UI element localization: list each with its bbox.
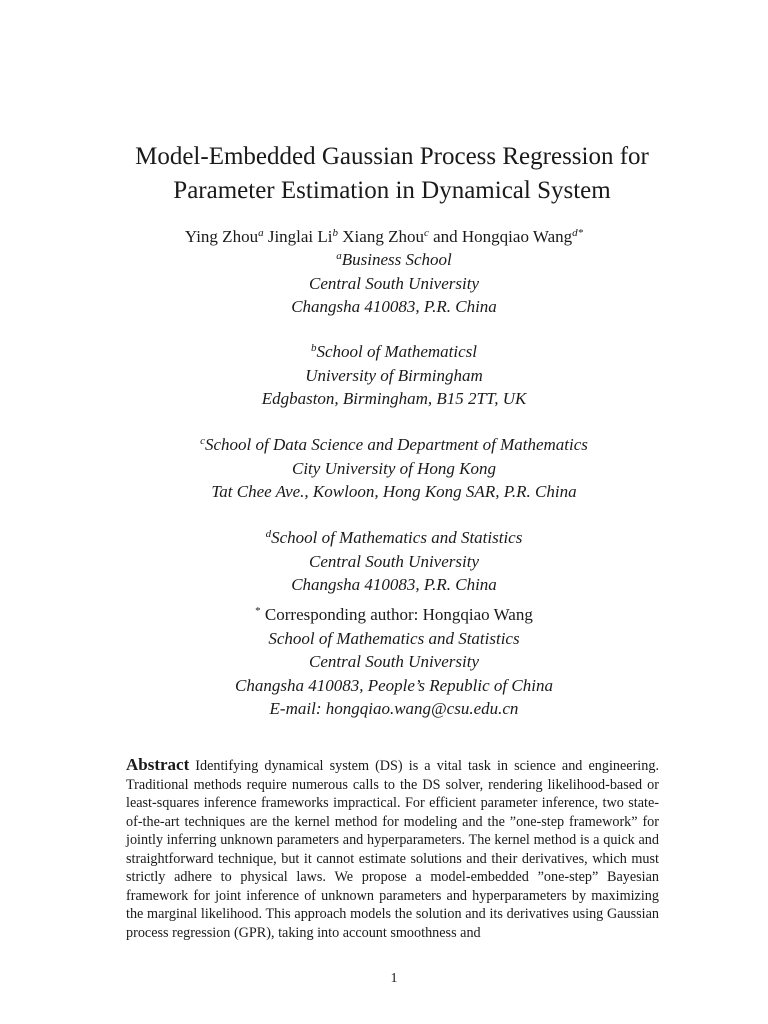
author-mark: d*: [572, 227, 584, 239]
title-line-1: Model-Embedded Gaussian Process Regression for: [135, 143, 649, 170]
affiliation-line: School of Mathematics and Statistics: [271, 528, 523, 547]
page-number: 1: [390, 971, 398, 986]
affiliation-line: City University of Hong Kong: [292, 458, 496, 478]
affiliation-d: [0, 526, 768, 597]
corresponding-mark: *: [255, 605, 261, 617]
affiliation-line: Changsha 410083, P.R. China: [291, 575, 497, 594]
affiliation-b: [0, 340, 768, 411]
author-mark: a: [258, 227, 264, 239]
author-list: [0, 225, 768, 248]
affiliation-line: Edgbaston, Birmingham, B15 2TT, UK: [261, 389, 527, 408]
affiliation-mark: a: [336, 250, 342, 262]
author-name: Hongqiao Wang: [461, 227, 573, 246]
paper-title: [0, 140, 768, 208]
author-connector: and: [433, 227, 458, 246]
affiliation-a: [0, 248, 768, 319]
abstract: [126, 756, 659, 942]
corresponding-label: Corresponding author: Hongqiao Wang: [264, 605, 533, 624]
corresponding-email[interactable]: E-mail: hongqiao.wang@csu.edu.cn: [269, 699, 519, 718]
affiliation-line: Tat Chee Ave., Kowloon, Hong Kong SAR, P.R. China: [211, 482, 577, 501]
corresponding-author-block: [0, 603, 768, 721]
abstract-heading: Abstract: [126, 755, 190, 774]
author-mark: c: [423, 227, 429, 239]
corresponding-line: School of Mathematics and Statistics: [268, 628, 520, 648]
author-mark: b: [332, 227, 339, 239]
corresponding-line: Central South University: [309, 652, 479, 671]
affiliation-mark: b: [310, 342, 317, 354]
affiliation-c: [0, 433, 768, 504]
affiliation-line: Central South University: [309, 551, 479, 571]
author-name: Ying Zhou: [184, 227, 259, 246]
title-line-2: Parameter Estimation in Dynamical System: [173, 177, 611, 204]
affiliation-line: University of Birmingham: [305, 365, 483, 385]
corresponding-line: Changsha 410083, People’s Republic of China: [235, 675, 553, 695]
affiliation-mark: c: [200, 435, 205, 447]
affiliation-line: Changsha 410083, P.R. China: [291, 297, 497, 316]
author-name: Xiang Zhou: [342, 227, 424, 246]
affiliation-mark: d: [265, 528, 272, 540]
author-name: Jinglai Li: [267, 227, 333, 246]
abstract-text: Identifying dynamical system (DS) is a vital task in science and engineering. Traditional methods require numerous calls to the DS solver, rendering likelihood-based or least-squares inference frameworks impractical. For efficient parameter inference, two state-of-the-art techniques are the kernel method for modeling and the ”one-step framework” for jointly inferring unknown parameters and hyperparameters. The kernel method is a quick and straightforward technique, but it cannot estimate solutions and their derivatives, which must strictly adhere to physical laws. We propose a model-embedded ”one-step” Bayesian framework for joint inference of unknown parameters and hyperparameters by maximizing the marginal likelihood. This approach models the solution and its derivatives using Gaussian process regression (GPR), taking into account smoothness and: [126, 758, 659, 941]
affiliation-line: Central South University: [309, 273, 479, 293]
affiliation-line: School of Data Science and Department of Mathematics: [205, 435, 588, 454]
affiliation-line: School of Mathematicsl: [316, 342, 478, 361]
affiliation-line: Business School: [341, 250, 452, 269]
